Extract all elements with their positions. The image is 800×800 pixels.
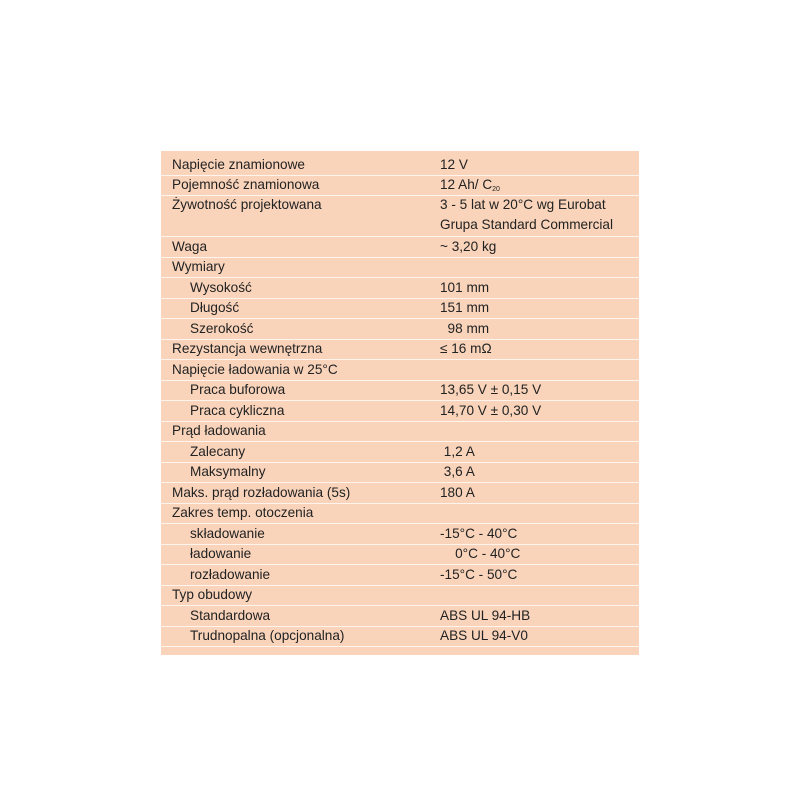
row-label: ładowanie	[190, 546, 252, 562]
row-label: Maksymalny	[190, 464, 266, 480]
row-label: Szerokość	[190, 320, 254, 336]
row-label: Wysokość	[190, 279, 252, 295]
section-label: Zakres temp. otoczenia	[172, 505, 314, 521]
table-row	[161, 340, 639, 361]
table-row	[161, 606, 639, 627]
table-row	[161, 319, 639, 340]
row-label: Waga	[172, 238, 208, 254]
row-label: Praca buforowa	[190, 382, 286, 398]
row-value: 14,70 V ± 0,30 V	[440, 402, 542, 418]
row-value: ~ 3,20 kg	[440, 238, 497, 254]
table-row	[161, 155, 639, 176]
row-label: Żywotność projektowana	[172, 197, 322, 212]
table-row	[161, 237, 639, 258]
row-value: 101 mm	[440, 279, 490, 295]
row-value: ABS UL 94-HB	[440, 607, 531, 623]
row-value-main: 12 Ah/ C	[440, 176, 493, 192]
row-label: Praca cykliczna	[190, 402, 285, 418]
section-label: Napięcie ładowania w 25°C	[172, 361, 338, 377]
table-row	[161, 627, 639, 648]
row-value: 13,65 V ± 0,15 V	[440, 382, 542, 398]
table-row	[161, 381, 639, 402]
row-value-line1: 3 - 5 lat w 20°C wg Eurobat	[440, 197, 606, 212]
section-label: Typ obudowy	[172, 587, 253, 603]
table-row	[161, 463, 639, 484]
table-row	[161, 545, 639, 566]
row-value-subscript: 20	[492, 185, 500, 193]
row-label: Standardowa	[190, 607, 271, 623]
spec-table	[161, 151, 639, 655]
table-row	[161, 401, 639, 422]
section-label: Prąd ładowania	[172, 423, 266, 439]
row-value	[429, 178, 639, 193]
table-row	[161, 524, 639, 545]
row-label: składowanie	[190, 525, 265, 541]
row-label: Maks. prąd rozładowania (5s)	[172, 484, 351, 500]
table-row	[161, 196, 639, 237]
row-value: 180 A	[440, 484, 475, 500]
row-value	[429, 198, 639, 231]
row-value: ≤ 16 mΩ	[440, 341, 492, 357]
table-row	[161, 176, 639, 197]
row-value: 151 mm	[440, 300, 490, 316]
row-label: Długość	[190, 300, 240, 316]
table-row	[161, 422, 639, 443]
row-value: ABS UL 94-V0	[440, 628, 528, 644]
table-row	[161, 299, 639, 320]
row-label: Pojemność znamionowa	[172, 177, 320, 193]
row-label: Trudnopalna (opcjonalna)	[190, 628, 345, 644]
row-value: 98 mm	[440, 320, 490, 336]
row-label: Napięcie znamionowe	[172, 156, 305, 172]
table-row	[161, 360, 639, 381]
row-value: 1,2 A	[440, 443, 475, 459]
row-label: Zalecany	[190, 443, 246, 459]
row-label: Rezystancja wewnętrzna	[172, 341, 323, 357]
section-label: Wymiary	[172, 259, 225, 275]
row-value: -15°C - 50°C	[440, 566, 518, 582]
row-value-line2: Grupa Standard Commercial	[440, 216, 614, 232]
table-row	[161, 258, 639, 279]
table-row	[161, 278, 639, 299]
row-value: 12 V	[440, 156, 468, 172]
row-value: -15°C - 40°C	[440, 525, 518, 541]
row-label: rozładowanie	[190, 566, 271, 582]
row-value: 0°C - 40°C	[440, 546, 521, 562]
table-row	[161, 565, 639, 586]
table-row	[161, 586, 639, 607]
table-row	[161, 442, 639, 463]
table-row	[161, 504, 639, 525]
table-row	[161, 483, 639, 504]
row-value: 3,6 A	[440, 464, 475, 480]
